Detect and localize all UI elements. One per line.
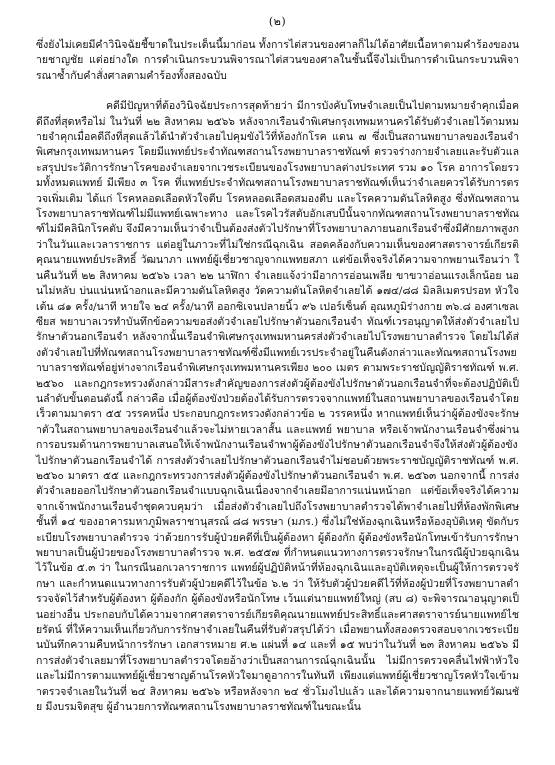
document-body [36,38,519,715]
page-number: (๒) [268,15,287,28]
paragraph-2: คดีมีปัญหาที่ต้องวินิจฉัยประการสุดท้ายว่า มีการบังคับโทษจำเลยเป็นไปตามหมายจำคุกเมื่อคดีถึงที่สุดหรือไม่ ในวันที่ ๒๒ สิงหาคม ๒๕๖๖ หลังจากเรือนจำพิเศษกรุงเทพมหานครได้รับตัวจำเลยไว้ตามหมายจำคุกเมื่อคดีถึงที่สุดแล้วได้นำตัวจำเลยไปคุมขังไว้ที่ห้องกักโรค แดน ๗ ซึ่งเป็นสถานพยาบาลของเรือนจำพิเศษกรุงเทพมหานคร โดยมีแพทย์ประจำทัณฑสถานโรงพยาบาลราชทัณฑ์ ตรวจร่างกายจำเลยและรับตัวและสรุปประวัติการรักษาโรคของจำเลยจากเวชระเบียนของโรงพยาบาลต่างประเทศ รวม ๑๐ โรค อาการโดยรวมทั้งหมดแพทย์ มีเพียง ๓ โรค ที่แพทย์ประจำทัณฑสถานโรงพยาบาลราชทัณฑ์เห็นว่าจำเลยควรได้รับการตรวจเพิ่มเติม ได้แก่ โรคหลอดเลือดหัวใจตีบ โรคหลอดเลือดสมองตีบ และโรคความดันโลหิตสูง ซึ่งทัณฑสถานโรงพยาบาลราชทัณฑ์ไม่มีแพทย์เฉพาะทาง และโรคไวรัสตับอักเสบบีนั้นจากทัณฑสถานโรงพยาบาลราชทัณฑ์ไม่มีคลินิกโรคตับ จึงมีความเห็นว่าจำเป็นต้องส่งตัวไปรักษาที่โรงพยาบาลภายนอกเรือนจำซึ่งมีศักยภาพสูงกว่าในวันและเวลาราชการ แต่อยู่ในภาวะที่ไม่ใช่กรณีฉุกเฉิน สอดคล้องกับความเห็นของศาสตราจารย์เกียรติคุณนายแพทย์ประสิทธิ์ วัฒนาภา แพทย์ผู้เชี่ยวชาญจากแพทยสภา แต่ข้อเท็จจริงได้ความจากพยานเรือนว่า ในคืนวันที่ ๒๒ สิงหาคม ๒๕๖๖ เวลา ๒๒ นาฬิกา จำเลยแจ้งว่ามีอาการอ่อนเพลีย ขาขวาอ่อนแรงเล็กน้อย นอนไม่หลับ บ่นแน่นหน้าอกและมีความดันโลหิตสูง วัดความดันโลหิตจำเลยได้ ๑๗๔/๘๘ มิลลิเมตรปรอท หัวใจเต้น ๘๑ ครั้ง/นาที หายใจ ๒๔ ครั้ง/นาที ออกซิเจนปลายนิ้ว ๙๖ เปอร์เซ็นต์ อุณหภูมิร่างกาย ๓๖.๘ องศาเซลเซียส พยาบาลเวรทำบันทึกข้อความขอส่งตัวจำเลยไปรักษาตัวนอกเรือนจำ ทัณฑ์เวรอนุญาตให้ส่งตัวจำเลยไปรักษาตัวนอกเรือนจำ หลังจากนั้นเรือนจำพิเศษกรุงเทพมหานครส่งตัวจำเลยไปโรงพยาบาลตำรวจ โดยไม่ได้ส่งตัวจำเลยไปที่ทัณฑสถานโรงพยาบาลราชทัณฑ์ซึ่งมีแพทย์เวรประจำอยู่ในคืนดังกล่าวและทัณฑสถานโรงพยาบาลราชทัณฑ์อยู่ห่างจากเรือนจำพิเศษกรุงเทพมหานครเพียง ๒๐๐ เมตร ตามพระราชบัญญัติราชทัณฑ์ พ.ศ. ๒๕๖๐ และกฎกระทรวงดังกล่าวมีสาระสำคัญของการส่งตัวผู้ต้องขังไปรักษาตัวนอกเรือนจำที่จะต้องปฏิบัติเป็นลำดับขั้นตอนดังนี้ กล่าวคือ เมื่อผู้ต้องขังป่วยต้องได้รับการตรวจจากแพทย์ในสถานพยาบาลของเรือนจำโดยเร็วตามมาตรา ๕๕ วรรคหนึ่ง ประกอบกฎกระทรวงดังกล่าวข้อ ๒ วรรคหนึ่ง หากแพทย์เห็นว่าผู้ต้องขังจะรักษาตัวในสถานพยาบาลของเรือนจำแล้วจะไม่หายเวลาสั้น และแพทย์ พยาบาล หรือเจ้าพนักงานเรือนจำซึ่งผ่านการอบรมด้านการพยาบาลเสนอให้เจ้าพนักงานเรือนจำพาผู้ต้องขังไปรักษาตัวนอกเรือนจำจึงให้ส่งตัวผู้ต้องขังไปรักษาตัวนอกเรือนจำได้ การส่งตัวจำเลยไปรักษาตัวนอกเรือนจำไม่ชอบด้วยพระราชบัญญัติราชทัณฑ์ พ.ศ. ๒๕๖๐ มาตรา ๕๕ และกฎกระทรวงการส่งตัวผู้ต้องขังไปรักษาตัวนอกเรือนจำ พ.ศ. ๒๕๖๓ นอกจากนี้ การส่งตัวจำเลยออกไปรักษาตัวนอกเรือนจำแบบฉุกเฉินเนื่องจากจำเลยมีอาการแน่นหน้าอก แต่ข้อเท็จจริงได้ความจากเจ้าพนักงานเรือนจำชุดควบคุมว่า เมื่อส่งตัวจำเลยไปถึงโรงพยาบาลตำรวจได้พาจำเลยไปที่ห้องพักพิเศษ ชั้นที่ ๑๔ ของอาคารมหาภูมิพลราชานุสรณ์ ๘๘ พรรษา (มภร.) ซึ่งไม่ใช่ห้องฉุกเฉินหรือห้องอุบัติเหตุ ขัดกับระเบียบโรงพยาบาลตำรวจ ว่าด้วยการรับผู้ป่วยคดีที่เป็นผู้ต้องหา ผู้ต้องกัก ผู้ต้องขังหรือนักโทษเข้ารับการรักษาพยาบาลเป็นผู้ป่วยของโรงพยาบาลตำรวจ พ.ศ. ๒๕๕๗ ที่กำหนดแนวทางการตรวจรักษาในกรณีผู้ป่วยฉุกเฉินไว้ในข้อ ๕.๓ ว่า ในกรณีนอกเวลาราชการ แพทย์ผู้ปฏิบัติหน้าที่ห้องฉุกเฉินและอุบัติเหตุจะเป็นผู้ให้การตรวจรักษา และกำหนดแนวทางการรับตัวผู้ป่วยคดีไว้ในข้อ ๖.๒ ว่า ให้รับตัวผู้ป่วยคดีไว้ที่ห้องผู้ป่วยที่โรงพยาบาลตำรวจจัดไว้สำหรับผู้ต้องหา ผู้ต้องกัก ผู้ต้องขังหรือนักโทษ เว้นแต่นายแพทย์ใหญ่ (สบ ๘) จะพิจารณาอนุญาตเป็นอย่างอื่น ประกอบกับได้ความจากศาสตราจารย์เกียรติคุณนายแพทย์ประสิทธิ์และศาสตราจารย์นายแพทย์ไชยรัตน์ ที่ให้ความเห็นเกี่ยวกับการรักษาจำเลยในคืนที่รับตัวสรุปได้ว่า เมื่อพยานทั้งสองตรวจสอบจากเวชระเบียนบันทึกความคืบหน้าการรักษา เอกสารหมาย ศ.๒ แผ่นที่ ๑๔ และที่ ๑๕ พบว่าในวันที่ ๒๓ สิงหาคม ๒๕๖๖ มีการส่งตัวจำเลยมาที่โรงพยาบาลตำรวจโดยอ้างว่าเป็นสถานการณ์ฉุกเฉินนั้น ไม่มีการตรวจคลื่นไฟฟ้าหัวใจ และไม่มีการตามแพทย์ผู้เชี่ยวชาญด้านโรคหัวใจมาดูอาการในทันที เพียงแต่แพทย์ผู้เชี่ยวชาญโรคหัวใจเข้ามาตรวจจำเลยในวันที่ ๒๔ สิงหาคม ๒๕๖๖ หรือหลังจาก ๒๔ ชั่วโมงไปแล้ว และได้ความจากนายแพทย์วัฒนชัย มีงบรมจิตสุข ผู้อำนวยการทัณฑสถานโรงพยาบาลราชทัณฑ์ในขณะนั้น [36,100,519,714]
paragraph-1: ซึ่งยังไม่เคยมีคำวินิจฉัยชี้ขาดในประเด็นนี้มาก่อน ทั้งการไต่สวนของศาลก็ไม่ได้อาศัยเนื้อหาตามคำร้องของนายชาญชัย แต่อย่างใด การดำเนินกระบวนพิจารณาไต่สวนของศาลในชั้นนี้จึงไม่เป็นการดำเนินกระบวนพิจารณาซ้ำกับคำสั่งศาลตามคำร้องทั้งสองฉบับ [36,39,520,82]
